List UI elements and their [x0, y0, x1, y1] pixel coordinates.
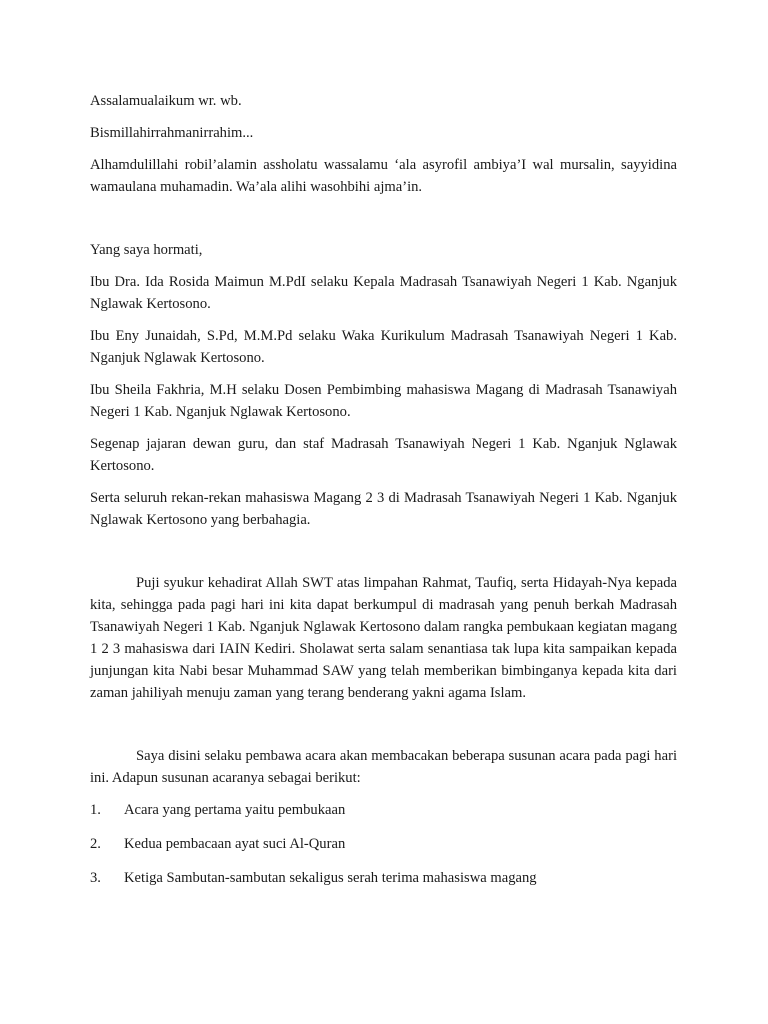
agenda-text: Ketiga Sambutan-sambutan sekaligus serah terima mahasiswa magang — [124, 870, 537, 886]
agenda-intro: Saya disini selaku pembawa acara akan membacakan beberapa susunan acara pada pagi hari ini. Adapun susunan acaranya sebagai berikut: — [90, 748, 677, 786]
agenda-item — [90, 833, 677, 855]
honoree-item: Ibu Sheila Fakhria, M.H selaku Dosen Pembimbing mahasiswa Magang di Madrasah Tsanawiyah Negeri 1 Kab. Nganjuk Nglawak Kertosono. — [90, 382, 677, 420]
agenda-number: 1. — [90, 802, 101, 818]
honoree-item: Ibu Eny Junaidah, S.Pd, M.M.Pd selaku Waka Kurikulum Madrasah Tsanawiyah Negeri 1 Kab. Nganjuk Nglawak Kertosono. — [90, 328, 677, 366]
agenda-item — [90, 867, 677, 889]
basmalah: Bismillahirrahmanirrahim... — [90, 125, 254, 141]
opening-prayer: Alhamdulillahi robil’alamin assholatu wassalamu ‘ala asyrofil ambiya’I wal mursalin, sayyidina wamaulana muhamadin. Wa’ala alihi wasohbihi ajma’in. — [90, 157, 677, 195]
agenda-number: 3. — [90, 870, 101, 886]
agenda-list — [90, 799, 677, 889]
gratitude-paragraph: Puji syukur kehadirat Allah SWT atas limpahan Rahmat, Taufiq, serta Hidayah-Nya kepada kita, sehingga pada pagi hari ini kita dapat berkumpul di madrasah yang penuh berkah Madrasah Tsanawiyah Negeri 1 Kab. Nganjuk Nglawak Kertosono dalam rangka pembukaan kegiatan magang 1 2 3 mahasiswa dari IAIN Kediri. Sholawat serta salam senantiasa tak lupa kita sampaikan kepada junjungan kita Nabi besar Muhammad SAW yang telah memberikan bimbinganya kepada kita dari zaman jahiliyah menuju zaman yang terang benderang yakni agama Islam. — [90, 575, 677, 701]
honoree-item: Serta seluruh rekan-rekan mahasiswa Magang 2 3 di Madrasah Tsanawiyah Negeri 1 Kab. Nganjuk Nglawak Kertosono yang berbahagia. — [90, 490, 677, 528]
salutation-heading: Yang saya hormati, — [90, 242, 203, 258]
spacer — [90, 714, 677, 745]
spacer — [90, 541, 677, 572]
honoree-item: Segenap jajaran dewan guru, dan staf Madrasah Tsanawiyah Negeri 1 Kab. Nganjuk Nglawak Kertosono. — [90, 436, 677, 474]
greeting: Assalamualaikum wr. wb. — [90, 93, 242, 109]
agenda-item — [90, 799, 677, 821]
honoree-item: Ibu Dra. Ida Rosida Maimun M.PdI selaku Kepala Madrasah Tsanawiyah Negeri 1 Kab. Nganjuk Nglawak Kertosono. — [90, 274, 677, 312]
spacer — [90, 208, 677, 239]
document-page — [90, 90, 677, 901]
agenda-number: 2. — [90, 836, 101, 852]
agenda-text: Acara yang pertama yaitu pembukaan — [124, 802, 346, 818]
agenda-text: Kedua pembacaan ayat suci Al-Quran — [124, 836, 346, 852]
